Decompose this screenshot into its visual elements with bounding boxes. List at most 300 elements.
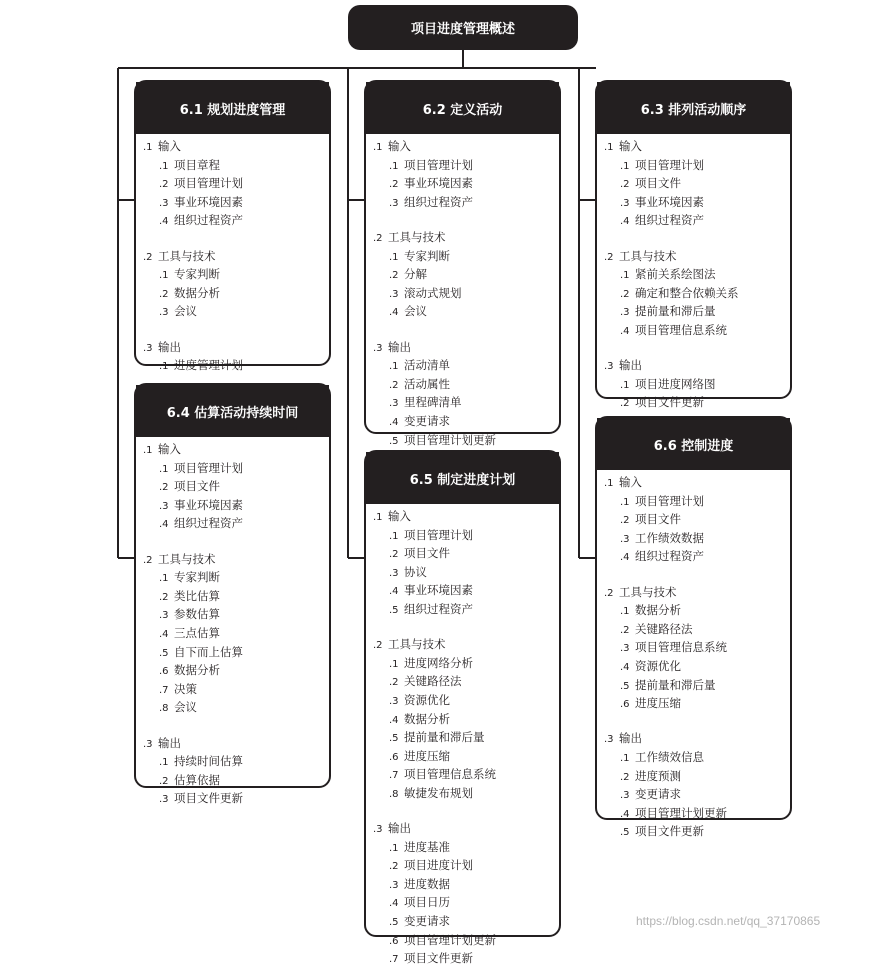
group-heading — [604, 138, 790, 157]
item-number: .2 — [389, 270, 399, 282]
list-item — [373, 582, 559, 601]
item-number: .1 — [389, 251, 399, 263]
list-item — [373, 413, 559, 432]
group — [373, 508, 559, 620]
item-text: 组织过程资产 — [635, 213, 704, 228]
watermark-text: https://blog.csdn.net/qq_37170865 — [636, 914, 821, 928]
item-number: .1 — [159, 463, 169, 475]
item-text: 项目文件 — [635, 512, 681, 527]
item-text: 进度基准 — [404, 839, 450, 854]
item-text: 数据分析 — [635, 603, 681, 618]
list-item — [604, 639, 790, 658]
item-number: .8 — [389, 788, 399, 800]
item-text: 项目管理计划更新 — [404, 932, 496, 947]
list-item — [604, 493, 790, 512]
item-text: 活动清单 — [404, 358, 450, 373]
group-label: 输入 — [619, 475, 642, 489]
root-title-box — [348, 5, 578, 50]
item-text: 变更请求 — [635, 787, 681, 802]
item-number: .1 — [389, 658, 399, 670]
item-text: 专家判断 — [174, 570, 220, 585]
item-number: .2 — [620, 398, 630, 410]
item-text: 项目文件 — [404, 546, 450, 561]
item-number: .1 — [159, 361, 169, 373]
item-text: 进度网络分析 — [404, 655, 473, 670]
process-body — [597, 134, 790, 413]
item-number: .2 — [620, 515, 630, 527]
group — [373, 229, 559, 322]
group-heading — [604, 584, 790, 603]
process-6-5-box — [364, 450, 561, 966]
group-number: .3 — [373, 824, 383, 836]
item-number: .1 — [620, 606, 630, 618]
item-text: 关键路径法 — [404, 674, 462, 689]
process-body — [136, 134, 329, 376]
item-text: 项目进度网络图 — [635, 376, 716, 391]
item-text: 项目文件 — [174, 479, 220, 494]
item-number: .2 — [389, 549, 399, 561]
item-number: .1 — [620, 160, 630, 172]
list-item — [143, 515, 329, 534]
item-number: .4 — [389, 586, 399, 598]
group-heading — [143, 248, 329, 267]
item-number: .2 — [389, 861, 399, 873]
list-item — [604, 749, 790, 768]
list-item — [604, 194, 790, 213]
item-text: 进度压缩 — [404, 748, 450, 763]
root-title: 项目进度管理概述 — [410, 22, 515, 37]
item-number: .1 — [389, 361, 399, 373]
item-number: .3 — [159, 794, 169, 806]
group-heading — [373, 636, 559, 655]
list-item — [373, 894, 559, 913]
list-item — [373, 876, 559, 895]
list-item — [373, 766, 559, 785]
list-item — [143, 699, 329, 718]
group — [604, 584, 790, 714]
list-item — [604, 768, 790, 787]
item-text: 决策 — [174, 681, 197, 696]
item-number: .3 — [159, 197, 169, 209]
list-item — [143, 460, 329, 479]
group — [143, 551, 329, 718]
group — [604, 474, 790, 567]
item-text: 项目管理信息系统 — [635, 640, 727, 655]
item-text: 提前量和滞后量 — [404, 730, 485, 745]
group-heading — [143, 551, 329, 570]
group-label: 输出 — [388, 339, 411, 354]
group-number: .1 — [373, 142, 383, 153]
item-text: 组织过程资产 — [174, 516, 243, 531]
group-heading — [604, 730, 790, 749]
item-text: 分解 — [404, 267, 427, 282]
list-item — [604, 548, 790, 567]
list-item — [604, 677, 790, 696]
list-item — [373, 248, 559, 267]
item-text: 数据分析 — [404, 711, 450, 726]
list-item — [373, 950, 559, 969]
item-number: .1 — [389, 842, 399, 854]
group-number: .3 — [373, 342, 383, 354]
group-heading — [604, 357, 790, 376]
item-number: .4 — [620, 216, 630, 228]
item-number: .2 — [389, 379, 399, 391]
list-item — [373, 655, 559, 674]
group-heading — [143, 339, 329, 358]
item-text: 敏捷发布规划 — [404, 785, 473, 800]
item-text: 变更请求 — [404, 413, 450, 428]
item-text: 组织过程资产 — [404, 601, 473, 616]
item-text: 专家判断 — [174, 267, 220, 282]
group-number: .1 — [373, 512, 383, 523]
process-6-1-box — [134, 80, 331, 373]
list-item — [143, 497, 329, 516]
process-6-3-box — [595, 80, 792, 410]
item-number: .2 — [620, 771, 630, 783]
list-item — [373, 285, 559, 304]
group — [373, 339, 559, 451]
item-number: .1 — [620, 379, 630, 391]
item-number: .5 — [389, 917, 399, 929]
item-number: .6 — [389, 935, 399, 947]
item-number: .4 — [620, 552, 630, 564]
item-text: 进度数据 — [404, 876, 450, 891]
list-item — [373, 432, 559, 451]
item-text: 类比估算 — [174, 588, 220, 603]
item-text: 数据分析 — [174, 663, 220, 678]
list-item — [604, 322, 790, 341]
group-number: .1 — [604, 142, 614, 153]
group-number: .3 — [604, 734, 614, 746]
item-text: 项目文件更新 — [404, 951, 473, 966]
item-number: .3 — [620, 307, 630, 319]
item-text: 关键路径法 — [635, 621, 693, 636]
item-text: 事业环境因素 — [174, 194, 243, 209]
group-number: .2 — [143, 251, 153, 263]
group-number: .3 — [143, 738, 153, 750]
item-text: 持续时间估算 — [174, 754, 243, 769]
list-item — [143, 478, 329, 497]
item-text: 事业环境因素 — [174, 497, 243, 512]
item-number: .3 — [389, 197, 399, 209]
item-text: 确定和整合依赖关系 — [635, 285, 739, 300]
item-text: 数据分析 — [174, 285, 220, 300]
item-text: 项目文件更新 — [635, 824, 704, 839]
item-number: .4 — [620, 325, 630, 337]
list-item — [604, 602, 790, 621]
group — [373, 820, 559, 969]
group-label: 工具与技术 — [158, 551, 216, 566]
item-number: .1 — [159, 270, 169, 282]
group-number: .3 — [143, 342, 153, 354]
group — [373, 636, 559, 803]
list-item — [604, 786, 790, 805]
list-item — [604, 303, 790, 322]
item-number: .2 — [159, 179, 169, 191]
item-number: .1 — [159, 757, 169, 769]
process-title: 6.5 制定进度计划 — [366, 452, 559, 504]
item-number: .2 — [159, 775, 169, 787]
group-label: 输入 — [388, 139, 411, 153]
list-item — [373, 601, 559, 620]
item-text: 会议 — [174, 700, 197, 715]
list-item — [373, 913, 559, 932]
item-number: .4 — [389, 307, 399, 319]
group-label: 输入 — [158, 442, 181, 456]
group-label: 输出 — [619, 358, 642, 373]
group-number: .2 — [143, 554, 153, 566]
item-number: .7 — [389, 770, 399, 782]
item-number: .3 — [389, 288, 399, 300]
item-number: .3 — [159, 307, 169, 319]
group-heading — [373, 339, 559, 358]
list-item — [143, 772, 329, 791]
item-number: .2 — [159, 591, 169, 603]
item-number: .3 — [389, 695, 399, 707]
list-item — [604, 658, 790, 677]
item-text: 进度压缩 — [635, 696, 681, 711]
list-item — [143, 753, 329, 772]
item-number: .6 — [620, 699, 630, 711]
process-title: 6.4 估算活动持续时间 — [136, 385, 329, 437]
item-number: .4 — [389, 714, 399, 726]
item-number: .2 — [389, 677, 399, 689]
list-item — [373, 857, 559, 876]
list-item — [373, 785, 559, 804]
item-number: .1 — [620, 752, 630, 764]
process-6-4-box — [134, 383, 331, 806]
item-number: .3 — [389, 398, 399, 410]
item-text: 进度预测 — [635, 768, 681, 783]
item-number: .1 — [620, 270, 630, 282]
group — [604, 357, 790, 413]
item-text: 提前量和滞后量 — [635, 304, 716, 319]
item-text: 活动属性 — [404, 376, 450, 391]
item-text: 估算依据 — [174, 772, 220, 787]
group-heading — [373, 820, 559, 839]
item-text: 资源优化 — [635, 658, 681, 673]
list-item — [143, 303, 329, 322]
item-text: 项目章程 — [174, 157, 220, 172]
group-number: .1 — [143, 142, 153, 153]
group-heading — [604, 248, 790, 267]
process-title: 6.6 控制进度 — [597, 418, 790, 470]
process-body — [366, 504, 559, 969]
group-label: 输入 — [388, 509, 411, 523]
group-label: 输出 — [619, 731, 642, 746]
item-text: 资源优化 — [404, 692, 450, 707]
group-label: 输出 — [388, 821, 411, 836]
item-text: 项目文件更新 — [635, 395, 704, 410]
item-number: .1 — [389, 160, 399, 172]
item-number: .1 — [159, 160, 169, 172]
item-number: .4 — [620, 661, 630, 673]
list-item — [373, 711, 559, 730]
group-label: 输出 — [158, 339, 181, 354]
item-number: .5 — [159, 647, 169, 659]
group — [143, 339, 329, 376]
list-item — [604, 621, 790, 640]
list-item — [373, 564, 559, 583]
group — [143, 735, 329, 809]
item-number: .5 — [389, 604, 399, 616]
item-number: .3 — [389, 879, 399, 891]
item-number: .3 — [620, 533, 630, 545]
item-number: .1 — [620, 496, 630, 508]
group-number: .2 — [373, 232, 383, 244]
list-item — [373, 376, 559, 395]
process-title: 6.1 规划进度管理 — [136, 82, 329, 134]
group — [373, 138, 559, 212]
item-text: 项目管理信息系统 — [404, 767, 496, 782]
list-item — [143, 194, 329, 213]
group-number: .1 — [604, 478, 614, 489]
group-heading — [373, 508, 559, 527]
group-label: 工具与技术 — [388, 229, 446, 244]
list-item — [604, 695, 790, 714]
item-number: .4 — [159, 519, 169, 531]
item-text: 项目管理计划 — [635, 493, 704, 508]
group-heading — [143, 441, 329, 460]
item-text: 项目进度计划 — [404, 858, 473, 873]
list-item — [604, 212, 790, 231]
list-item — [604, 530, 790, 549]
item-text: 事业环境因素 — [404, 583, 473, 598]
item-text: 提前量和滞后量 — [635, 677, 716, 692]
list-item — [373, 748, 559, 767]
list-item — [373, 394, 559, 413]
item-number: .2 — [620, 624, 630, 636]
item-text: 事业环境因素 — [635, 194, 704, 209]
process-6-2-box — [364, 80, 561, 447]
process-title: 6.2 定义活动 — [366, 82, 559, 134]
group-label: 工具与技术 — [619, 248, 677, 263]
item-number: .7 — [389, 954, 399, 966]
item-number: .5 — [389, 435, 399, 447]
item-text: 项目管理信息系统 — [635, 322, 727, 337]
item-number: .7 — [159, 684, 169, 696]
group-heading — [373, 138, 559, 157]
list-item — [373, 527, 559, 546]
item-text: 工作绩效数据 — [635, 530, 704, 545]
list-item — [373, 357, 559, 376]
item-text: 组织过程资产 — [174, 213, 243, 228]
item-number: .1 — [389, 530, 399, 542]
list-item — [604, 805, 790, 824]
item-number: .4 — [620, 808, 630, 820]
item-number: .2 — [389, 179, 399, 191]
item-number: .2 — [620, 288, 630, 300]
item-text: 三点估算 — [174, 625, 220, 640]
item-number: .4 — [389, 898, 399, 910]
group — [143, 138, 329, 231]
item-text: 项目管理计划更新 — [404, 432, 496, 447]
process-body — [136, 437, 329, 809]
item-text: 项目文件 — [635, 176, 681, 191]
group — [143, 248, 329, 322]
item-text: 专家判断 — [404, 248, 450, 263]
item-text: 紧前关系绘图法 — [635, 267, 716, 282]
list-item — [143, 157, 329, 176]
item-text: 变更请求 — [404, 914, 450, 929]
group-heading — [604, 474, 790, 493]
item-text: 事业环境因素 — [404, 176, 473, 191]
item-number: .3 — [159, 610, 169, 622]
item-number: .6 — [159, 666, 169, 678]
list-item — [143, 212, 329, 231]
item-number: .4 — [389, 416, 399, 428]
list-item — [143, 644, 329, 663]
list-item — [373, 157, 559, 176]
item-number: .3 — [620, 197, 630, 209]
list-item — [604, 394, 790, 413]
item-number: .5 — [620, 680, 630, 692]
list-item — [373, 303, 559, 322]
item-text: 项目管理计划更新 — [635, 805, 727, 820]
process-body — [366, 134, 559, 450]
list-item — [143, 569, 329, 588]
item-text: 滚动式规划 — [404, 285, 462, 300]
item-text: 项目日历 — [404, 895, 450, 910]
item-number: .6 — [389, 751, 399, 763]
process-body — [597, 470, 790, 842]
list-item — [604, 285, 790, 304]
item-text: 自下而上估算 — [174, 644, 243, 659]
group — [604, 248, 790, 341]
group-number: .3 — [604, 361, 614, 373]
group-heading — [143, 138, 329, 157]
list-item — [143, 357, 329, 376]
group-label: 工具与技术 — [388, 637, 446, 652]
item-text: 项目文件更新 — [174, 791, 243, 806]
list-item — [373, 932, 559, 951]
group-number: .2 — [604, 251, 614, 263]
item-text: 会议 — [174, 304, 197, 319]
list-item — [373, 839, 559, 858]
item-text: 协议 — [404, 564, 427, 579]
list-item — [604, 175, 790, 194]
group-heading — [143, 735, 329, 754]
list-item — [604, 376, 790, 395]
list-item — [143, 175, 329, 194]
list-item — [143, 285, 329, 304]
process-6-6-box — [595, 416, 792, 839]
list-item — [373, 266, 559, 285]
item-number: .5 — [620, 827, 630, 839]
item-text: 项目管理计划 — [404, 527, 473, 542]
item-text: 工作绩效信息 — [635, 749, 704, 764]
list-item — [143, 588, 329, 607]
list-item — [143, 606, 329, 625]
group-label: 输入 — [619, 139, 642, 153]
list-item — [373, 692, 559, 711]
group-label: 输出 — [158, 735, 181, 750]
item-text: 参数估算 — [174, 607, 220, 622]
item-number: .2 — [159, 482, 169, 494]
item-text: 项目管理计划 — [404, 157, 473, 172]
item-text: 项目管理计划 — [174, 176, 243, 191]
item-text: 组织过程资产 — [635, 549, 704, 564]
list-item — [143, 790, 329, 809]
item-number: .4 — [159, 628, 169, 640]
group-label: 工具与技术 — [619, 584, 677, 599]
item-number: .3 — [620, 790, 630, 802]
item-text: 项目管理计划 — [174, 460, 243, 475]
list-item — [604, 511, 790, 530]
list-item — [604, 823, 790, 842]
list-item — [373, 175, 559, 194]
item-number: .8 — [159, 703, 169, 715]
